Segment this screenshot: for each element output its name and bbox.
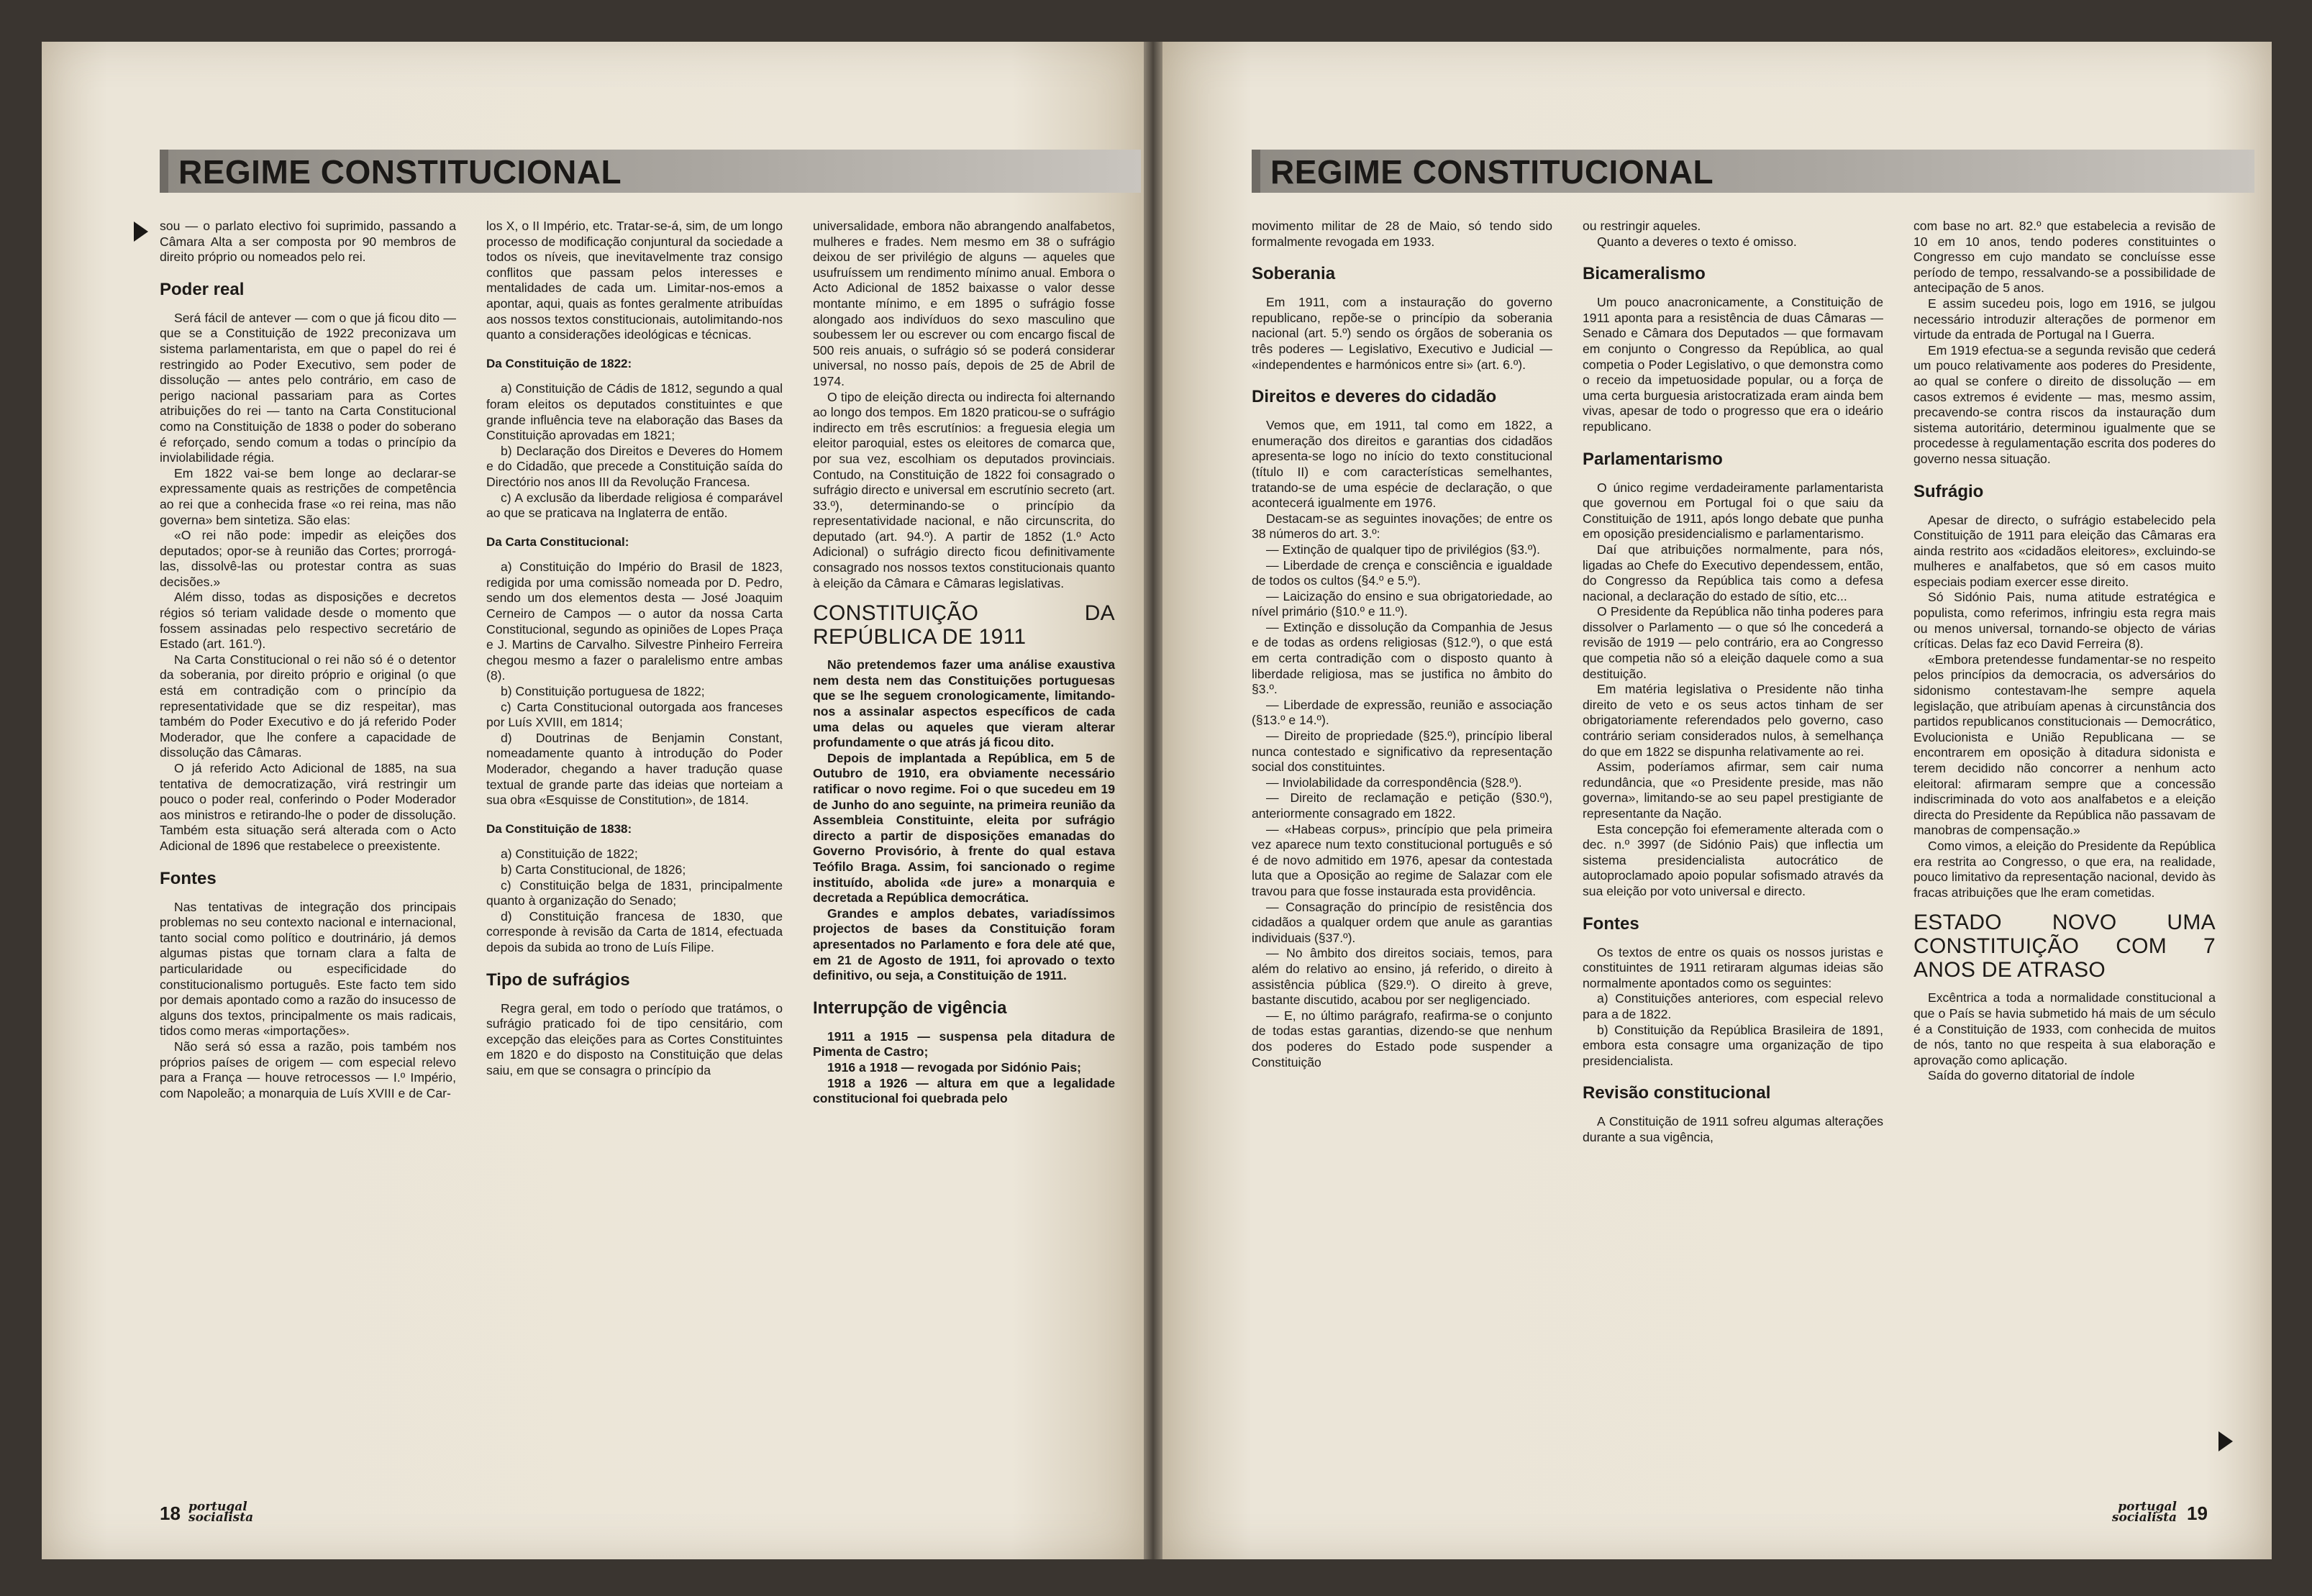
list-item: — Inviolabilidade da correspondência (§28.º). <box>1266 775 1522 790</box>
paragraph: Um pouco anacronicamente, a Constituição de 1911 aponta para a resistência de duas Câmaras — Senado e Câmara dos Deputados — que formavam em conjunto o Congresso da República, ao qual competia o Poder Legislativo, o que demonstra como o receio da impetuosidade popular, ou a força de uma certa burguesia aristocratizada eram ainda bem vivas, apesar de todo o progresso que era o ideário republicano. <box>1583 295 1883 434</box>
paragraph: A Constituição de 1911 sofreu algumas alterações durante a sua vigência, <box>1583 1114 1883 1144</box>
list-item: 1918 a 1926 — altura em que a legalidade constitucional foi quebrada pelo <box>813 1075 1115 1106</box>
list-item: d) Constituição francesa de 1830, que corresponde à revisão da Carta de 1814, efectuada depois da subida ao trono de Luís Filipe. <box>486 908 783 954</box>
paragraph: Em matéria legislativa o Presidente não tinha direito de veto e os seus actos tinham de ser obrigatoriamente referendados pelo governo, caso contrário seriam considerados nulos, à semelhança do que em 1822 se dispunha relativamente ao rei. <box>1583 682 1883 759</box>
paragraph: Depois de implantada a República, em 5 de Outubro de 1910, era obviamente necessário ratificar o novo regime. Foi o que sucedeu em 19 de Junho do ano seguinte, na primeira reunião da Assembleia Constituinte, eleita por sufrágio directo a partir de disposições emanadas do Governo Provisório, à frente do qual estava Teófilo Braga. Assim, foi sancionado o regime instituído, abolida «de jure» a monarquia e decretada a República democrática. <box>813 750 1115 906</box>
list-item: 1916 a 1918 — revogada por Sidónio Pais; <box>827 1059 1081 1075</box>
continued-arrow-icon <box>134 222 148 242</box>
paragraph: ou restringir aqueles. <box>1583 219 1701 233</box>
list-item: — «Habeas corpus», princípio que pela primeira vez aparece num texto constitucional português e só é de novo admitido em 1976, apesar da contestada luta que a Oposição ao regime de Salazar com ele travou para que fosse instaurada esta providência. <box>1252 821 1552 898</box>
magazine-spread <box>42 42 2272 1559</box>
paragraph: Quanto a deveres o texto é omisso. <box>1597 234 1797 249</box>
list-item: — Extinção de qualquer tipo de privilégios (§3.º). <box>1266 542 1540 557</box>
paragraph: Saída do governo ditatorial de índole <box>1928 1068 2135 1083</box>
paragraph: O único regime verdadeiramente parlamentarista que governou em Portugal foi o que saiu da Constituição de 1911, após longo debate que punha em oposição presidencialismo e parlamentarismo. <box>1583 480 1883 542</box>
paragraph: universalidade, embora não abrangendo analfabetos, mulheres e frades. Nem mesmo em 38 o sufrágio deixou de ser privilégio de alguns — aqueles que usufruíssem um rendimento mínimo anual. Embora o Acto Adicional de 1852 baixasse o valor desse montante mínimo, e em 1895 o sufrágio fosse alongado aos indivíduos do sexo masculino que soubessem ler ou escrever ou com encargo fiscal de 500 reis anuais, o sufrágio só se poderá considerar universal, no nosso país, depois de 25 de Abril de 1974. <box>813 219 1115 388</box>
paragraph: Vemos que, em 1911, tal como em 1822, a enumeração dos direitos e garantias dos cidadãos apresenta-se logo no início do texto constitucional (título II) e com características semelhantes, tratando-se de uma espécie de declaração, o que acontecerá igualmente em 1976. <box>1252 418 1552 511</box>
paragraph: Não pretendemos fazer uma análise exaustiva nem desta nem das Constituições portuguesas que se lhe seguem cronologicamente, limitando-nos a assinalar aspectos específicos de cada uma delas ou aqueles que vieram alterar profundamente o que atrás já ficou dito. <box>813 657 1115 750</box>
paragraph: Esta concepção foi efemeramente alterada com o dec. n.º 3997 (de Sidónio Pais) que inflectia um sistema presidencialista autocrático de autoproclamado apoio popular sofismado através da sua eleição por voto universal e directo. <box>1583 821 1883 898</box>
list-item: — Direito de propriedade (§25.º), princípio liberal nunca contestado e significativo da representação social dos constituintes. <box>1252 729 1552 775</box>
paragraph: Além disso, todas as disposições e decretos régios só teriam validade desde o momento que fossem assinadas pelo respectivo secretário de Estado (art. 161.º). <box>160 590 456 652</box>
list-item: b) Constituição da República Brasileira de 1891, embora esta consagre uma organização de tipo presidencialista. <box>1583 1022 1883 1068</box>
paragraph: Em 1919 efectua-se a segunda revisão que cederá um pouco relativamente aos poderes do Presidente, ao qual se confere o direito de dissolução — em casos extremos é evidente — mas, mesmo assim, precavendo-se contra riscos da instauração dum sistema autoritário, determinou igualmente que se procedesse à regulamentação escrita dos poderes do governo nessa situação. <box>1913 342 2216 466</box>
list-item: — Liberdade de expressão, reunião e associação (§13.º e 14.º). <box>1252 697 1552 728</box>
list-item: c) Carta Constitucional outorgada aos franceses por Luís XVIII, em 1814; <box>486 699 783 730</box>
paragraph: «O rei não pode: impedir as eleições dos deputados; opor-se à reunião das Cortes; prorrogá-las, dissolvê-las ou protestar contra as suas decisões.» <box>160 528 456 589</box>
paragraph: Daí que atribuições normalmente, para nós, ligadas ao Chefe do Executivo dependessem, então, do Congresso da República tais como a defesa nacional, a declaração do estado de sítio, etc... <box>1583 542 1883 603</box>
list-item: d) Doutrinas de Benjamin Constant, nomeadamente quanto à introdução do Poder Moderador, chegando a haver tradução quase textual de grande parte das ideias que norteiam a sua obra «Esquisse de Constitution», de 1814. <box>486 730 783 808</box>
subheading: Poder real <box>160 279 245 299</box>
list-item: — Liberdade de crença e consciência e igualdade de todos os cultos (§4.º e 5.º). <box>1252 557 1552 588</box>
section-heading: ESTADO NOVO UMA CONSTITUIÇÃO COM 7 ANOS DE ATRASO <box>1913 911 2216 982</box>
paragraph: Excêntrica a toda a normalidade constitucional a que o País se havia submetido há mais de um século é a Constituição de 1933, com conhecida de muitos de nós, tanto no que respeita à sua elaboração e aprovação como aplicação. <box>1913 990 2216 1067</box>
left-page <box>42 42 1144 1559</box>
list-item: c) Constituição belga de 1831, principalmente quanto à organização do Senado; <box>486 877 783 908</box>
list-item: a) Constituição do Império do Brasil de 1823, redigida por uma comissão nomeada por D. Pedro, sendo um dos elementos desta — José Joaquim Cerneiro de Campos — o autor da nossa Carta Constitucional, segundo as opiniões de Lopes Praça e J. Martins de Carvalho. Silvestre Pinheiro Ferreira chegou mesmo a fazer o paralelismo entre ambas (8). <box>486 560 783 683</box>
publication-logo: portugal socialista <box>188 1500 254 1525</box>
paragraph: com base no art. 82.º que estabelecia a revisão de 10 em 10 anos, tendo poderes constituintes o Congresso em cujo mandato se concluísse esse período de tempo, ressalvando-se a possibilidade de antecipação de 5 anos. <box>1913 219 2216 296</box>
list-item: a) Constituições anteriores, com especial relevo para a de 1822. <box>1583 991 1883 1021</box>
list-item: — Direito de reclamação e petição (§30.º), anteriormente consagrado em 1822. <box>1252 790 1552 821</box>
paragraph: Só Sidónio Pais, numa atitude estratégica e populista, como referimos, infringiu esta regra mais ou menos universal, tornando-se objecto de várias críticas. Delas faz eco David Ferreira (8). <box>1913 590 2216 652</box>
list-item: — E, no último parágrafo, reafirma-se o conjunto de todas estas garantias, dizendo-se que nenhum dos poderes do Estado pode suspender a Constituição <box>1252 1008 1552 1070</box>
list-item: b) Declaração dos Direitos e Deveres do Homem e do Cidadão, que precede a Constituição saída do Directório nos anos III da Revolução Francesa. <box>486 443 783 489</box>
right-page <box>1162 42 2272 1559</box>
paragraph: Destacam-se as seguintes inovações; de entre os 38 números do art. 3.º: <box>1252 511 1552 542</box>
list-item: — Consagração do princípio de resistência dos cidadãos a qualquer ordem que anule as garantias individuais (§37.º). <box>1252 899 1552 945</box>
list-item: — Extinção e dissolução da Companhia de Jesus e de todas as ordens religiosas (§12.º), o que está em certa contradição com o disposto quanto à liberdade religiosa, mas se justifica no âmbito do §3.º. <box>1252 619 1552 697</box>
paragraph: movimento militar de 28 de Maio, só tendo sido formalmente revogada em 1933. <box>1252 219 1552 249</box>
page-number: 18 <box>160 1502 181 1524</box>
list-item: b) Carta Constitucional, de 1826; <box>501 862 686 877</box>
paragraph: los X, o II Império, etc. Tratar-se-á, sim, de um longo processo de modificação conjuntural da sociedade a todos os níveis, que inevitavelmente traz consigo conflitos que passam pelos interesses e mentalidades de cada um. Limitar-nos-emos a apontar, aqui, quais as fontes geralmente atribuídas aos nossos textos constitucionais, autolimitando-nos quanto a considerações ideológicas e técnicas. <box>486 219 783 342</box>
paragraph: Nas tentativas de integração dos principais problemas no seu contexto nacional e internacional, tanto social como político e doutrinário, já demos algumas pistas que tornam clara a falta de particularidade ou especificidade do constitucionalismo português. Este facto tem sido por demais apontado como a razão do insucesso de alguns dos textos, principalmente os mais radicais, tidos como meras «importações». <box>160 899 456 1039</box>
left-col-2 <box>486 219 783 1079</box>
subheading: Revisão constitucional <box>1583 1083 1771 1103</box>
section-banner <box>160 150 1141 193</box>
list-item: a) Constituição de 1822; <box>501 847 638 862</box>
section-title: REGIME CONSTITUCIONAL <box>178 153 622 191</box>
right-col-1 <box>1252 219 1552 1070</box>
paragraph: Apesar de directo, o sufrágio estabelecido pela Constituição de 1911 para eleição das Câmaras era ainda restrito aos «cidadãos eleitores», excluindo-se mulheres e analfabetos, que só em casos muito especiais podiam exercer esse direito. <box>1913 512 2216 589</box>
page-number: 19 <box>2187 1502 2208 1524</box>
list-item: 1911 a 1915 — suspensa pela ditadura de Pimenta de Castro; <box>813 1029 1115 1059</box>
subheading: Fontes <box>160 868 217 888</box>
paragraph: E assim sucedeu pois, logo em 1916, se julgou necessário introduzir alterações de pormenor em virtude da entrada de Portugal na I Guerra. <box>1913 296 2216 342</box>
subheading: Da Constituição de 1838: <box>486 821 632 836</box>
paragraph: Como vimos, a eleição do Presidente da República era restrita ao Congresso, o que era, na realidade, pouco limitativo da representação nacional, devido às fracas atribuições que lhe eram cometidas. <box>1913 838 2216 900</box>
subheading: Interrupção de vigência <box>813 998 1007 1018</box>
left-col-3 <box>813 219 1115 1107</box>
paragraph: sou — o parlato electivo foi suprimido, passando a Câmara Alta a ser composta por 90 membros de direito próprio ou nomeados pelo rei. <box>160 219 456 265</box>
paragraph: Será fácil de antever — com o que já ficou dito — que se a Constituição de 1922 preconizava um sistema parlamentarista, em que o papel do rei é restringido ao Poder Executivo, sem poder de dissolução — antes pelo contrário, em caso de perigo nacional passariam para as Cortes atribuições do rei — tanto na Carta Constitucional como na Constituição de 1838 o poder do soberano é reforçado, sendo comum a todas o princípio da inviolabilidade régia. <box>160 310 456 465</box>
list-item: — Laicização do ensino e sua obrigatoriedade, ao nível primário (§10.º e 11.º). <box>1252 588 1552 619</box>
subheading: Soberania <box>1252 264 1336 284</box>
paragraph: Grandes e amplos debates, variadíssimos projectos de bases da Constituição foram apresentados no Parlamento e fora dele até que, em 21 de Agosto de 1911, foi aprovado o texto definitivo, ou seja, a Constituição de 1911. <box>813 906 1115 983</box>
paragraph: Não será só essa a razão, pois também nos próprios países de origem — com especial relevo para a França — houve retrocessos — I.º Império, com Napoleão; a monarquia de Luís XVIII e de Car- <box>160 1039 456 1100</box>
paragraph: Assim, poderíamos afirmar, sem cair numa redundância, que «o Presidente preside, mas não governa», limitando-se ao seu papel prestigiante de representante da Nação. <box>1583 760 1883 821</box>
list-item: a) Constituição de Cádis de 1812, segundo a qual foram eleitos os deputados constituintes e que grande influência teve na elaboração das Bases da Constituição aprovadas em 1821; <box>486 381 783 443</box>
subheading: Tipo de sufrágios <box>486 970 630 990</box>
paragraph: Regra geral, em todo o período que tratámos, o sufrágio praticado foi de tipo censitário, com excepção das eleições para as Cortes Constituintes em 1820 e do disposto na Constituição que delas saiu, em que se consagra o princípio da <box>486 1000 783 1077</box>
list-item: — No âmbito dos direitos sociais, temos, para além do relativo ao ensino, já referido, o direito à assistência pública (§29.º). O direito à greve, bastante discutido, acabou por ser negligenciado. <box>1252 946 1552 1008</box>
subheading: Bicameralismo <box>1583 264 1706 284</box>
spine <box>1144 42 1162 1559</box>
paragraph: Os textos de entre os quais os nossos juristas e constituintes de 1911 retiraram algumas ideias são normalmente apontados como os seguintes: <box>1583 944 1883 990</box>
continued-arrow-icon <box>2218 1431 2233 1451</box>
left-col-1 <box>160 219 456 1101</box>
list-item: b) Constituição portuguesa de 1822; <box>501 684 705 699</box>
list-item: c) A exclusão da liberdade religiosa é comparável ao que se praticava na Inglaterra de então. <box>486 490 783 521</box>
right-col-2 <box>1583 219 1883 1146</box>
right-col-3 <box>1913 219 2216 1084</box>
subheading: Da Carta Constitucional: <box>486 534 629 549</box>
section-heading: CONSTITUIÇÃO DA REPÚBLICA DE 1911 <box>813 601 1115 649</box>
paragraph: Em 1822 vai-se bem longe ao declarar-se expressamente quais as restrições de competência ao rei que a conhecida frase «o rei reina, mas não governa» bem sintetiza. São elas: <box>160 465 456 527</box>
paragraph: O já referido Acto Adicional de 1885, na sua tentativa de democratização, virá restringir um pouco o poder real, conferindo o Poder Moderador aos ministros e retirando-lhe o poder de dissolução. Também esta situação será alterada com o Acto Adicional de 1896 que restabelece o preexistente. <box>160 761 456 853</box>
subheading: Da Constituição de 1822: <box>486 356 632 370</box>
paragraph: O Presidente da República não tinha poderes para dissolver o Parlamento — o que só lhe concederá a revisão de 1919 — pelo contrário, era ao Congresso que competia não só a eleição daquele como a sua destituição. <box>1583 604 1883 681</box>
subheading: Direitos e deveres do cidadão <box>1252 387 1497 407</box>
subheading: Parlamentarismo <box>1583 449 1723 469</box>
paragraph: «Embora pretendesse fundamentar-se no respeito pelos princípios da democracia, os adversários do sidonismo contestavam-lhe sempre aquela legislação, que atribuíam apenas à circunstância dos partidos republicanos constitucionais — Democrático, Evolucionista e União Republicana — se encontrarem em oposição à ditadura sidonista e terem decidido não concorrer a nenhum acto eleitoral: afirmaram sempre que a concessão indiscriminada do voto aos analfabetos e a eleição directa do Presidente da República não passavam de manobras de compensação.» <box>1913 652 2216 838</box>
section-title: REGIME CONSTITUCIONAL <box>1270 153 1714 191</box>
paragraph: Em 1911, com a instauração do governo republicano, repõe-se o princípio da soberania nacional (art. 5.º) sendo os órgãos de soberania os três poderes — Legislativo, Executivo e Judicial — «independentes e harmónicos entre si» (art. 6.º). <box>1252 295 1552 372</box>
subheading: Fontes <box>1583 913 1639 934</box>
subheading: Sufrágio <box>1913 481 1984 501</box>
paragraph: Na Carta Constitucional o rei não só é o detentor da soberania, por direito próprio e original (o que está em contradição com o princípio da representatividade que se diz respeitar), mas também do Poder Executivo e do já referido Poder Moderador, que lhe confere a capacidade de dissolução das Câmaras. <box>160 652 456 760</box>
section-banner <box>1252 150 2254 193</box>
publication-logo: portugal socialista <box>2111 1500 2177 1525</box>
paragraph: O tipo de eleição directa ou indirecta foi alternando ao longo dos tempos. Em 1820 praticou-se o sufrágio indirecto em três escrutínios: a freguesia elegia um eleitor paroquial, estes os eleitores de comarca que, por sua vez, escolhiam os deputados provinciais. Contudo, na Constituição de 1822 foi consagrado o sufrágio directo e universal em escrutínio secreto (art. 33.º), determinando-se o princípio da representatividade nacional, e não circunscrita, do deputado (art. 94.º). A partir de 1852 (1.º Acto Adicional) o sufrágio directo ficou definitivamente consagrado nos nossos textos constitucionais quanto à eleição da Câmara e Câmaras legislativas. <box>813 389 1115 590</box>
